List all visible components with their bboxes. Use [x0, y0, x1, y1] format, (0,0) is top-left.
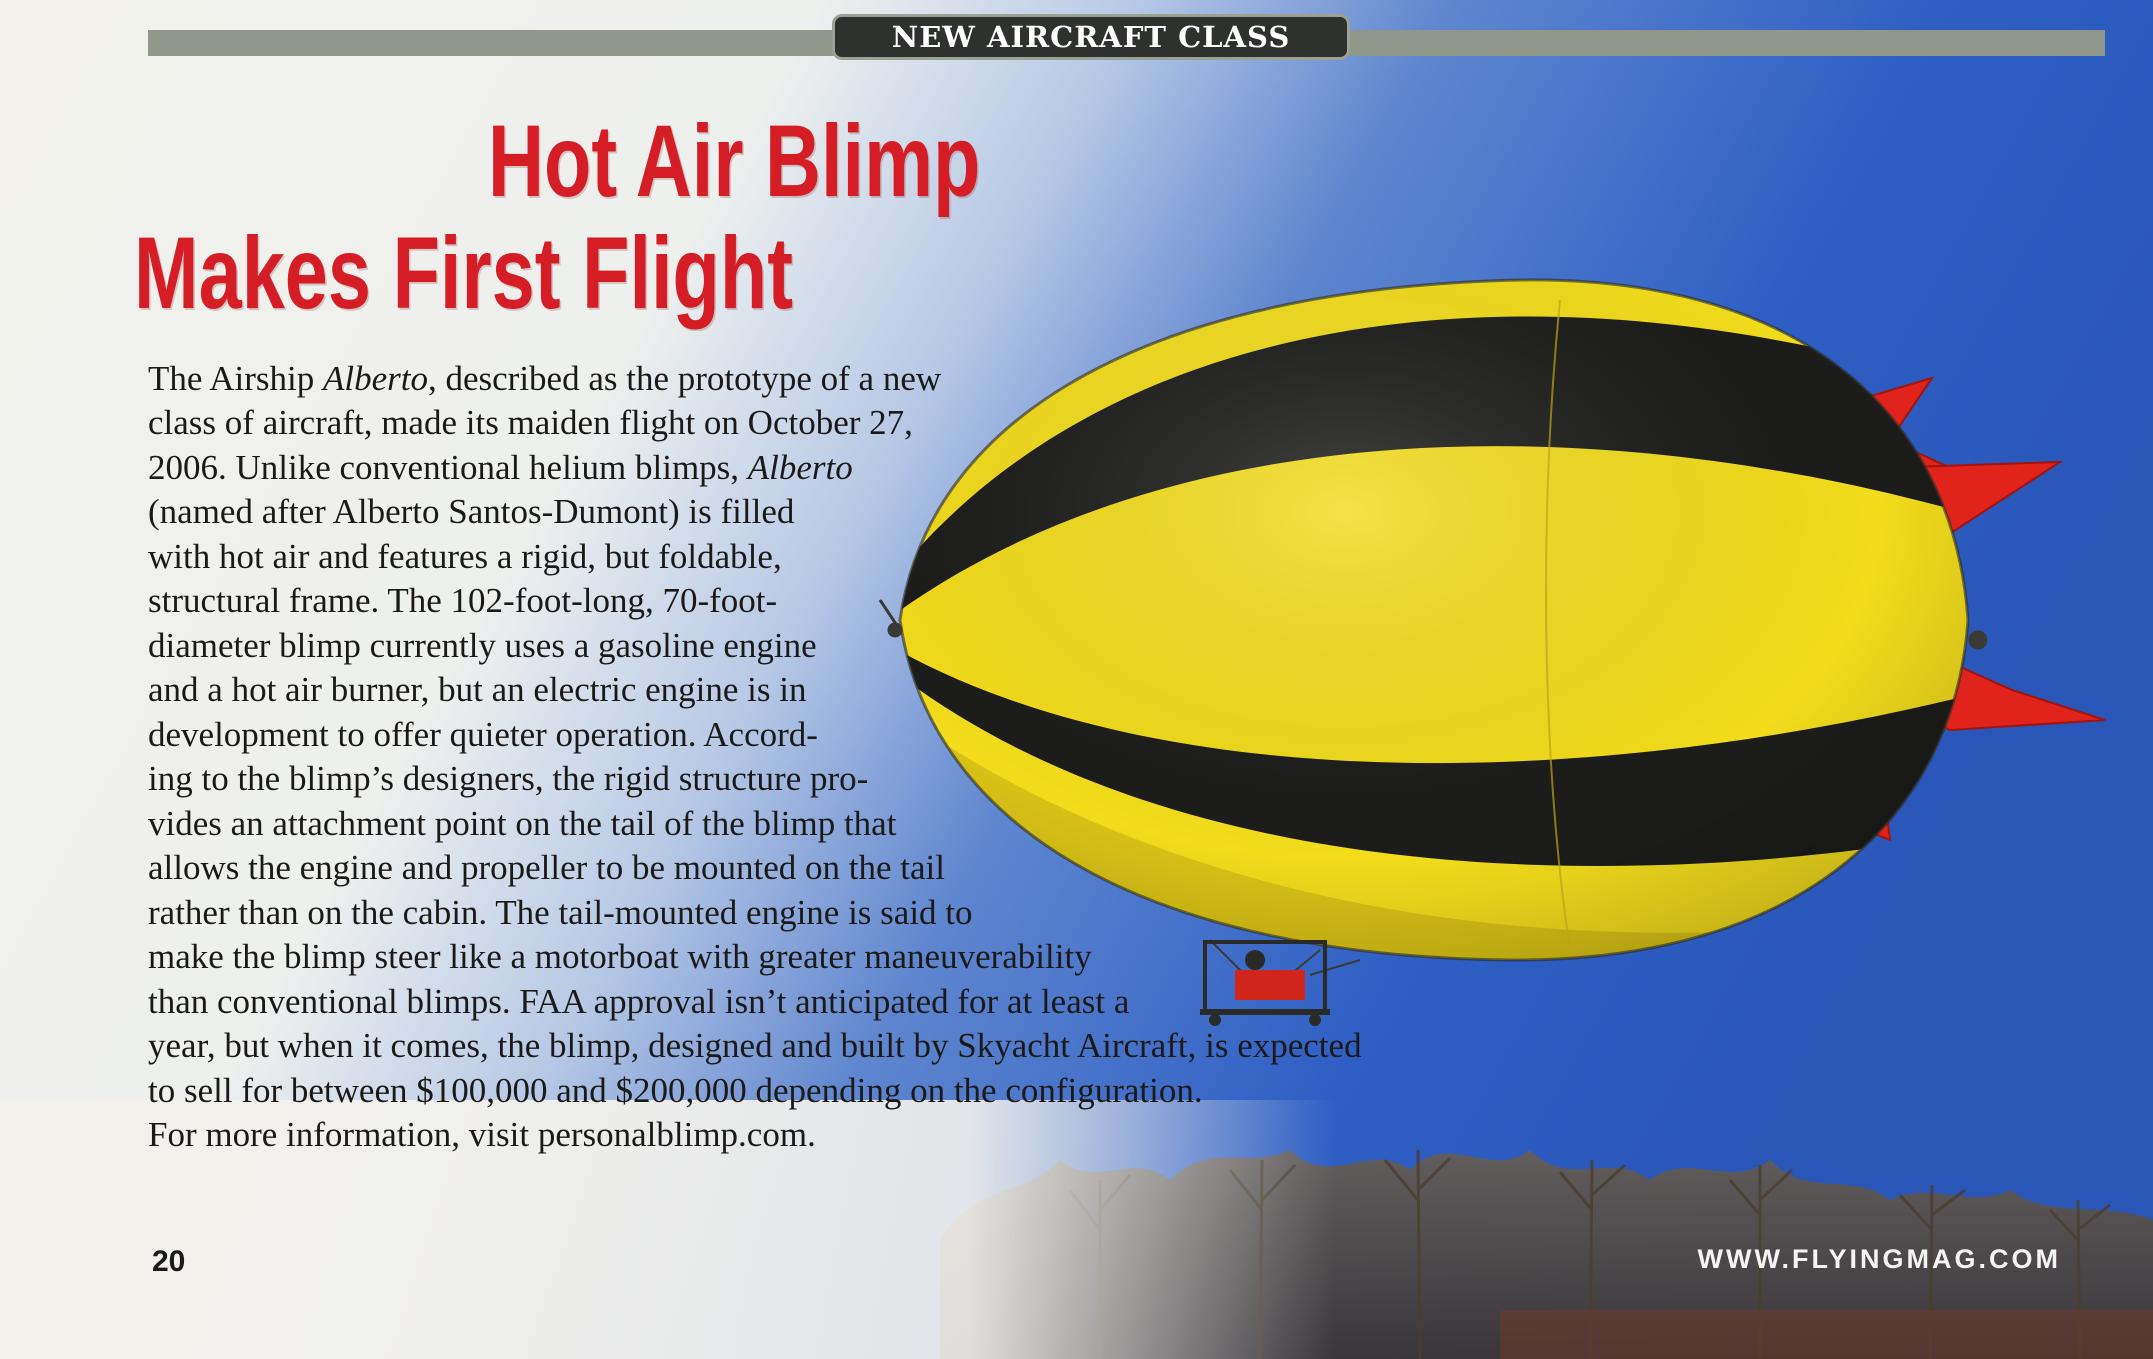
- body-line: and a hot air burner, but an electric engine is in: [148, 670, 807, 709]
- headline-line-2: Makes First Flight: [134, 216, 794, 330]
- body-line: (named after Alberto Santos-Dumont) is filled: [148, 492, 795, 531]
- body-line: rather than on the cabin. The tail-mounted engine is said to: [148, 893, 973, 932]
- body-line: diameter blimp currently uses a gasoline engine: [148, 626, 817, 665]
- site-url: WWW.FLYINGMAG.COM: [1697, 1244, 2061, 1274]
- body-line: make the blimp steer like a motorboat with greater maneuverability: [148, 937, 1092, 976]
- body-line: The Airship Alberto, described as the prototype of a new: [148, 359, 942, 398]
- body-line: with hot air and features a rigid, but foldable,: [148, 537, 782, 576]
- body-line: to sell for between $100,000 and $200,000 depending on the configuration.: [148, 1071, 1203, 1110]
- body-line: class of aircraft, made its maiden flight on October 27,: [148, 403, 913, 442]
- body-line: than conventional blimps. FAA approval isn’t anticipated for at least a: [148, 982, 1130, 1021]
- page-number: 20: [152, 1245, 186, 1278]
- body-line: ing to the blimp’s designers, the rigid structure pro-: [148, 759, 869, 798]
- body-line: For more information, visit personalblimp.com.: [148, 1115, 816, 1154]
- body-line: allows the engine and propeller to be mounted on the tail: [148, 848, 946, 887]
- body-line: year, but when it comes, the blimp, designed and built by Skyacht Aircraft, is expected: [148, 1026, 1362, 1065]
- ship-name: Alberto: [322, 359, 428, 398]
- body-line: vides an attachment point on the tail of the blimp that: [148, 804, 897, 843]
- body-line: structural frame. The 102-foot-long, 70-foot-: [148, 581, 778, 620]
- headline-line-1: Hot Air Blimp: [488, 104, 981, 218]
- body-line: 2006. Unlike conventional helium blimps, Alberto: [148, 448, 853, 487]
- ship-name: Alberto: [747, 448, 853, 487]
- section-tag: NEW AIRCRAFT CLASS: [832, 14, 1350, 60]
- body-line: development to offer quieter operation. Accord-: [148, 715, 818, 754]
